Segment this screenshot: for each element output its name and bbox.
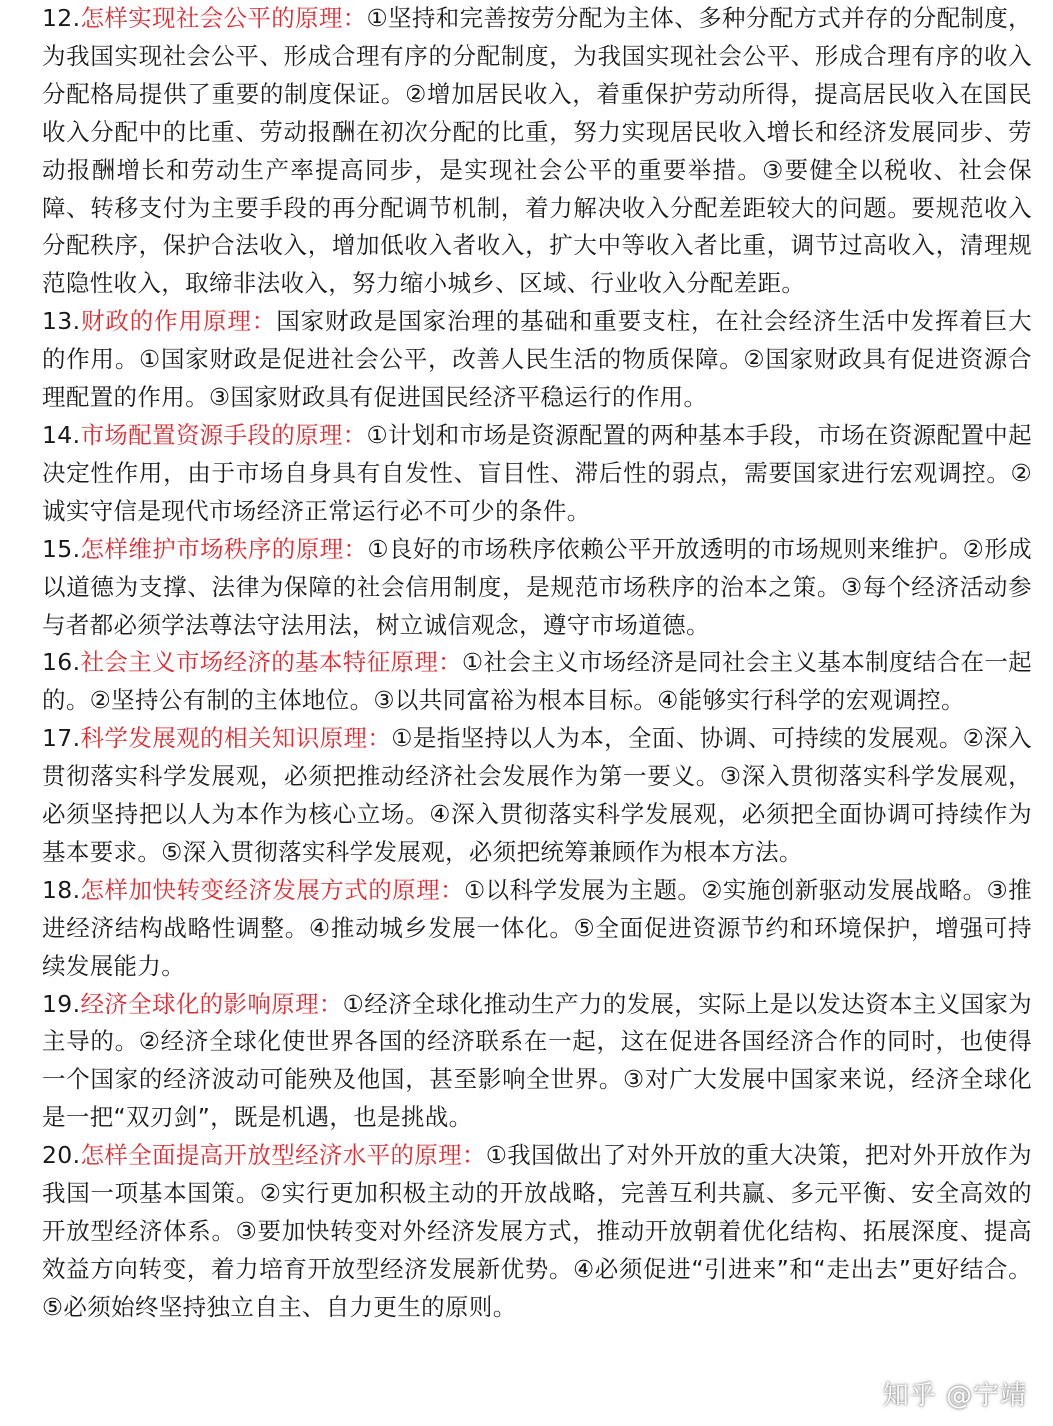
item-number: 19. — [42, 989, 81, 1018]
item-text: ①社会主义市场经济是同社会主义基本制度结合在一起的。②坚持公有制的主体地位。③以共同富裕为根本目标。④能够实行科学的宏观调控。 — [42, 648, 1033, 715]
item-number: 18. — [42, 875, 81, 904]
item-heading: 社会主义市场经济的基本特征原理： — [80, 648, 463, 677]
item-18 — [42, 872, 1032, 986]
item-17 — [42, 720, 1032, 872]
document-body — [42, 0, 1032, 1327]
item-number: 14. — [42, 420, 81, 449]
item-heading: 怎样维护市场秩序的原理： — [80, 534, 368, 563]
item-heading: 经济全球化的影响原理： — [80, 989, 343, 1018]
item-13 — [42, 303, 1032, 417]
item-text: ①坚持和完善按劳分配为主体、多种分配方式并存的分配制度，为我国实现社会公平、形成合理有序的分配制度，为我国实现社会公平、形成合理有序的收入分配格局提供了重要的制度保证。②增加居民收入，着重保护劳动所得，提高居民收入在国民收入分配中的比重、劳动报酬在初次分配的比重，努力实现居民收入增长和经济发展同步、劳动报酬增长和劳动生产率提高同步，是实现社会公平的重要举措。③要健全以税收、社会保障、转移支付为主要手段的再分配调节机制，着力解决收入分配差距较大的问题。要规范收入分配秩序，保护合法收入，增加低收入者收入，扩大中等收入者比重，调节过高收入，清理规范隐性收入，取缔非法收入，努力缩小城乡、区域、行业收入分配差距。 — [42, 4, 1033, 298]
item-number: 15. — [42, 534, 81, 563]
item-text: 国家财政是国家治理的基础和重要支柱，在社会经济生活中发挥着巨大的作用。①国家财政是促进社会公平，改善人民生活的物质保障。②国家财政具有促进资源合理配置的作用。③国家财政具有促进国民经济平稳运行的作用。 — [42, 307, 1032, 412]
item-number: 16. — [42, 648, 81, 677]
item-15 — [42, 531, 1032, 645]
item-text: ①是指坚持以人为本，全面、协调、可持续的发展观。②深入贯彻落实科学发展观，必须把推动经济社会发展作为第一要义。③深入贯彻落实科学发展观，必须坚持把以人为本作为核心立场。④深入贯彻落实科学发展观，必须把全面协调可持续作为基本要求。⑤深入贯彻落实科学发展观，必须把统筹兼顾作为根本方法。 — [42, 724, 1032, 866]
item-text: ①以科学发展为主题。②实施创新驱动发展战略。③推进经济结构战略性调整。④推动城乡发展一体化。⑤全面促进资源节约和环境保护，增强可持续发展能力。 — [42, 875, 1032, 980]
item-heading: 市场配置资源手段的原理： — [80, 420, 367, 449]
item-number: 17. — [42, 724, 81, 753]
item-20 — [42, 1137, 1032, 1327]
item-16 — [42, 644, 1032, 720]
item-text: ①良好的市场秩序依赖公平开放透明的市场规则来维护。②形成以道德为支撑、法律为保障的社会信用制度，是规范市场秩序的治本之策。③每个经济活动参与者都必须学法尊法守法用法，树立诚信观念，遵守市场道德。 — [42, 534, 1033, 639]
item-heading: 财政的作用原理： — [80, 307, 277, 336]
watermark: 知乎 @宁靖 — [882, 1381, 1027, 1411]
item-heading: 怎样全面提高开放型经济水平的原理： — [80, 1141, 486, 1170]
item-number: 12. — [42, 4, 81, 32]
item-19 — [42, 986, 1032, 1138]
item-text: ①经济全球化推动生产力的发展，实际上是以发达资本主义国家为主导的。②经济全球化使世界各国的经济联系在一起，这在促进各国经济合作的同时，也使得一个国家的经济波动可能殃及他国，甚至影响全世界。③对广大发展中国家来说，经济全球化是一把“双刃剑”，既是机遇，也是挑战。 — [42, 989, 1033, 1132]
item-14 — [42, 417, 1032, 531]
item-heading: 怎样加快转变经济发展方式的原理： — [80, 875, 465, 904]
item-heading: 科学发展观的相关知识原理： — [80, 724, 392, 753]
item-text: ①计划和市场是资源配置的两种基本手段，市场在资源配置中起决定性作用，由于市场自身具有自发性、盲目性、滞后性的弱点，需要国家进行宏观调控。②诚实守信是现代市场经济正常运行必不可少的条件。 — [42, 420, 1033, 525]
item-heading: 怎样实现社会公平的原理： — [80, 4, 367, 32]
item-text: ①我国做出了对外开放的重大决策，把对外开放作为我国一项基本国策。②实行更加积极主动的开放战略，完善互利共赢、多元平衡、安全高效的开放型经济体系。③要加快转变对外经济发展方式，推动开放朝着优化结构、拓展深度、提高效益方向转变，着力培育开放型经济发展新优势。④必须促进“引进来”和“走出去”更好结合。⑤必须始终坚持独立自主、自力更生的原则。 — [42, 1141, 1033, 1321]
item-number: 20. — [42, 1141, 81, 1170]
item-12 — [42, 0, 1032, 303]
item-number: 13. — [42, 307, 81, 336]
